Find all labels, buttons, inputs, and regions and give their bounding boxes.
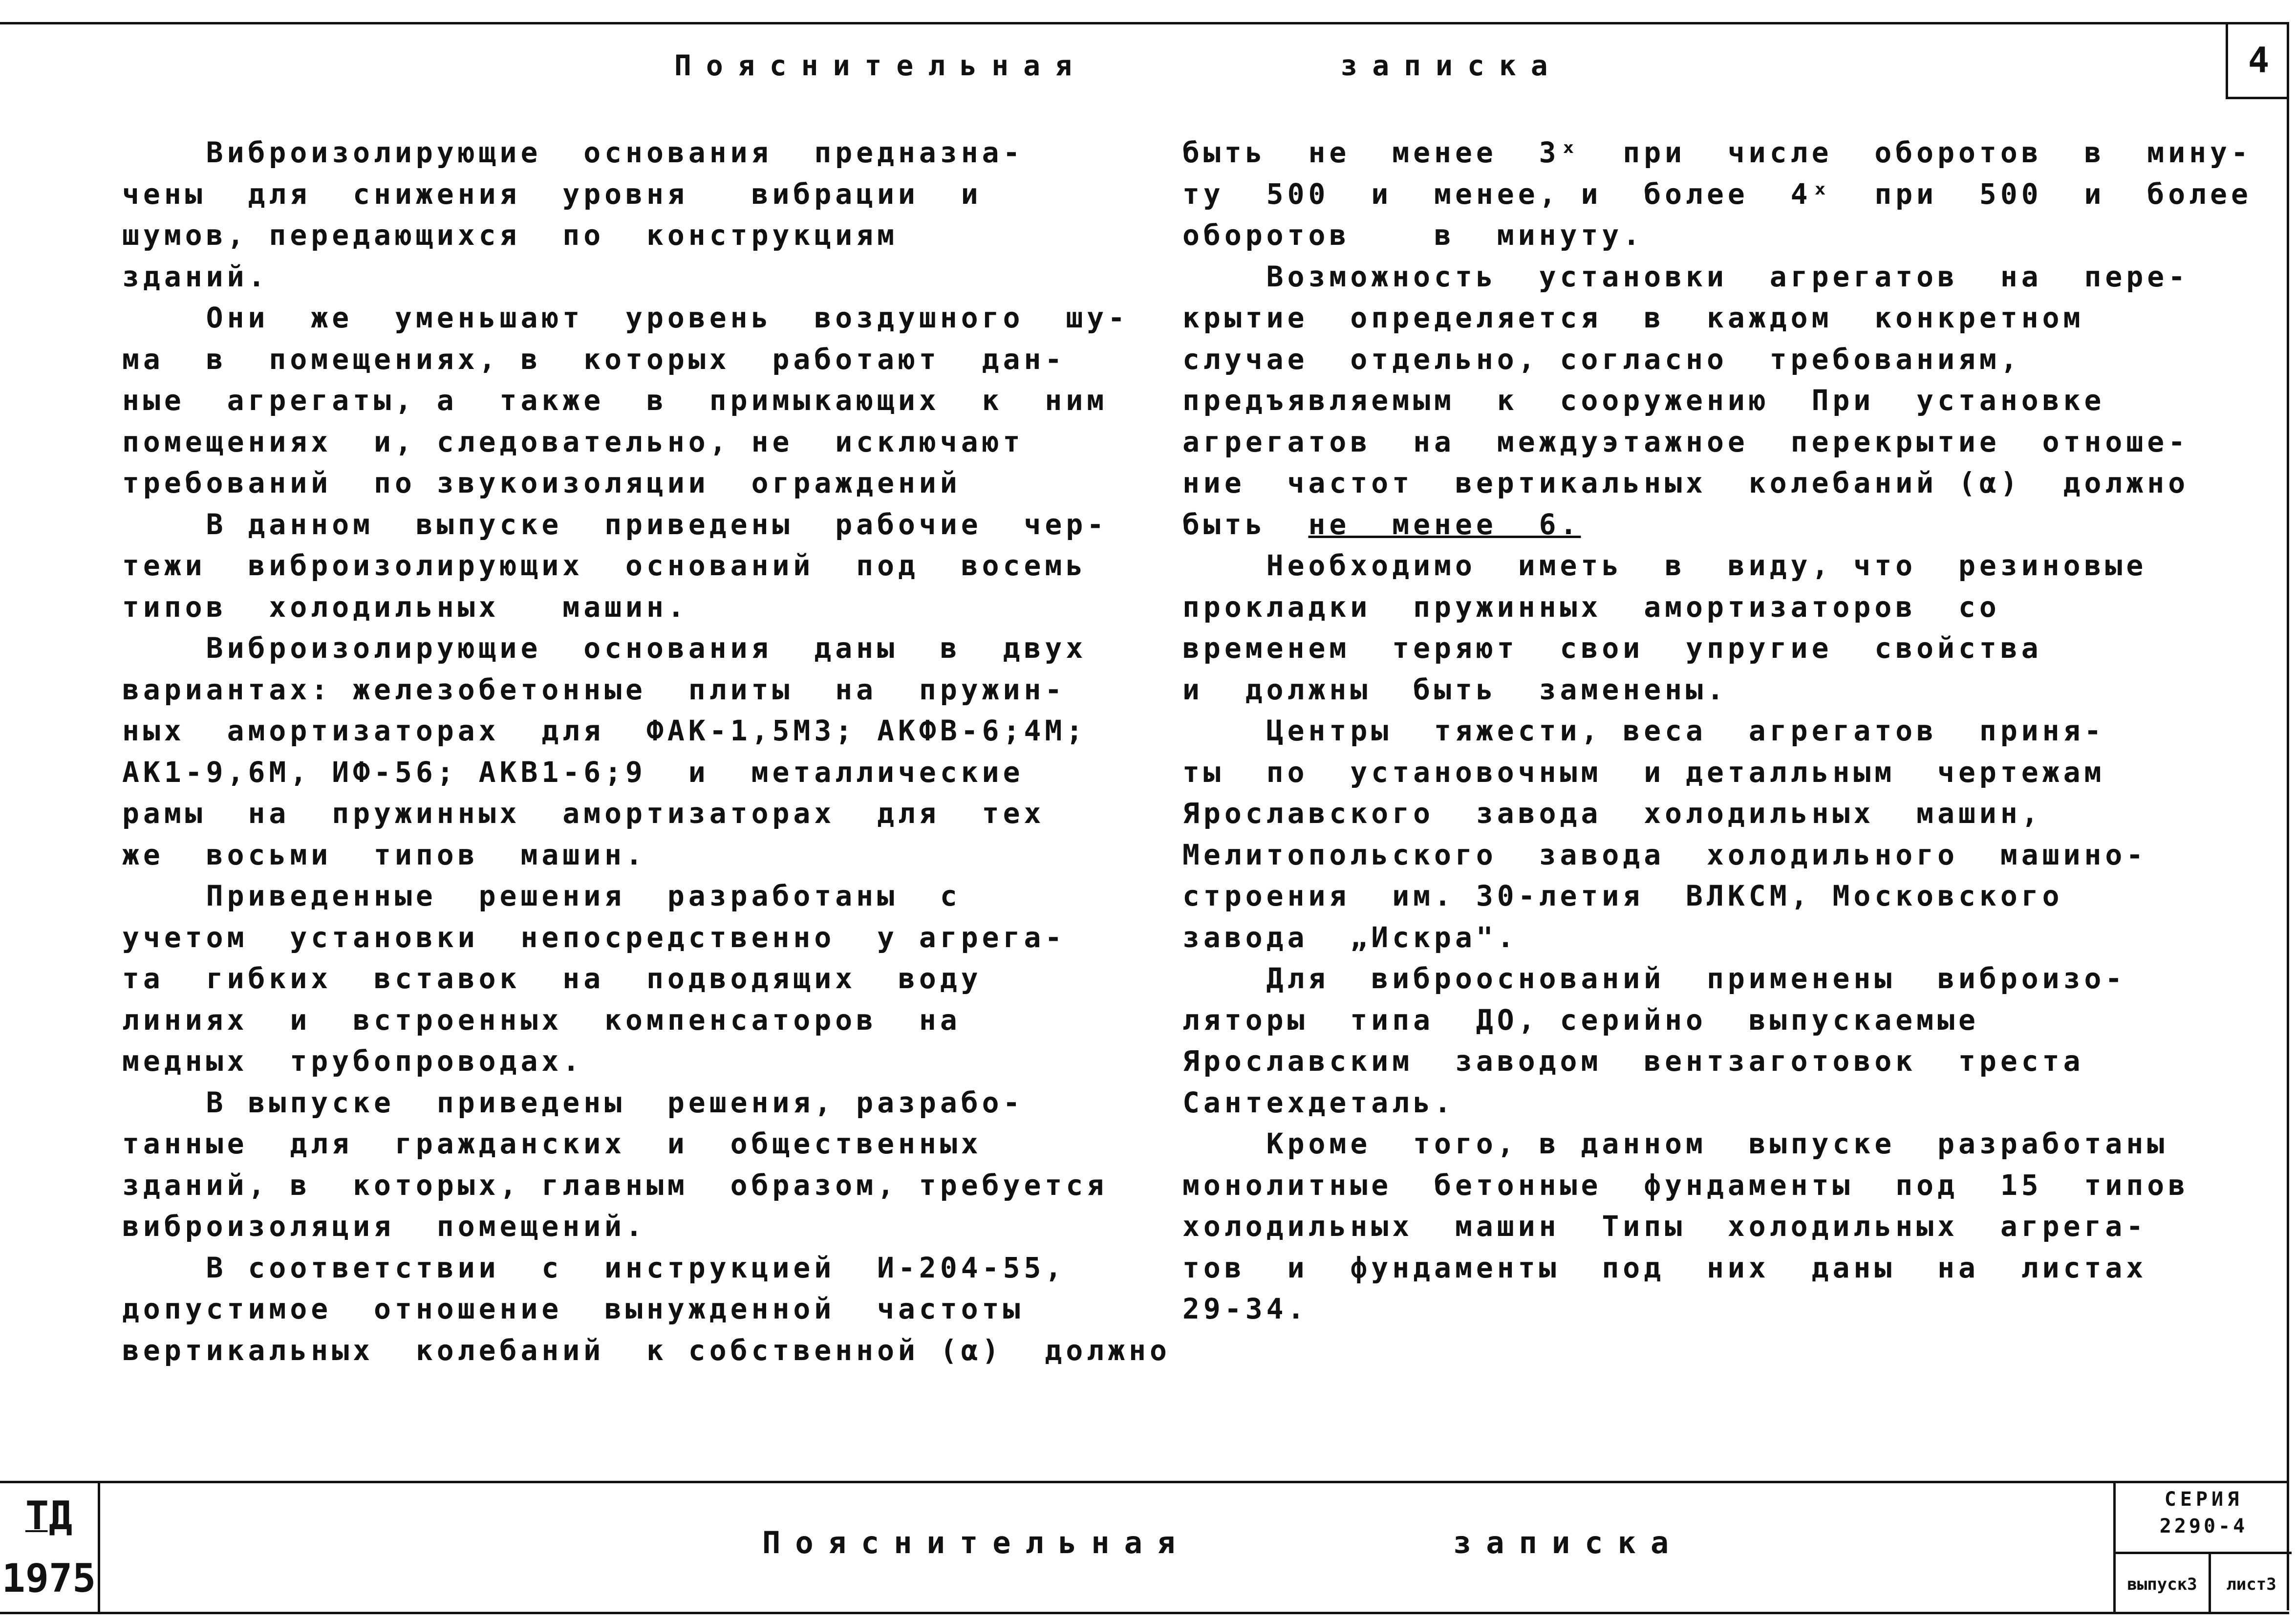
text-line: вариантах: железобетонные плиты на пружин- — [122, 672, 1066, 706]
text-line: завода „Искра". — [1182, 920, 1518, 954]
text-line: Для виброоснований применены виброизо- — [1182, 962, 2126, 995]
underlined-value: не менее 6. — [1308, 507, 1581, 541]
text-line: учетом установки непосредственно у агрега- — [122, 920, 1066, 954]
left-column — [122, 132, 1171, 1371]
org-code: ТД — [25, 1493, 73, 1538]
text-line: зданий. — [122, 260, 269, 293]
text-line: ные агрегаты, а также в примыкающих к ним — [122, 384, 1108, 417]
divider — [2116, 1552, 2292, 1554]
text-line: типов холодильных машин. — [122, 590, 688, 624]
text-line: ние частот вертикальных колебаний (α) должно — [1182, 466, 2189, 499]
text-line: случае отдельно, согласно требованиям, — [1182, 342, 2021, 376]
text-line: допустимое отношение вынужденной частоты — [122, 1292, 1024, 1325]
text-line: зданий, в которых, главным образом, требуется — [122, 1168, 1108, 1202]
text-line: Возможность установки агрегатов на пере- — [1182, 260, 2189, 293]
text-line: Кроме того, в данном выпуске разработаны — [1182, 1127, 2168, 1160]
text-line: та гибких вставок на подводящих воду — [122, 962, 982, 995]
text-line: медных трубопроводах. — [122, 1044, 584, 1078]
page-number: 4 — [2226, 23, 2289, 99]
text-line: Необходимо иметь в виду, что резиновые — [1182, 549, 2147, 582]
series-label: СЕРИЯ — [2164, 1488, 2243, 1511]
text-line: предъявляемым к сооружению При установке — [1182, 384, 2105, 417]
text-line: Виброизолирующие основания предназна- — [122, 136, 1024, 169]
title-block — [0, 1481, 2289, 1614]
title-block-org-cell — [0, 1483, 100, 1612]
text-line: тов и фундаменты под них даны на листах — [1182, 1251, 2147, 1284]
text-line — [1182, 504, 2179, 545]
text-line: Виброизолирующие основания даны в двух — [122, 631, 1087, 665]
text-line: ту 500 и менее, и более 4ˣ при 500 и более — [1182, 177, 2252, 211]
page-frame-top — [0, 22, 2289, 24]
text-line: Ярославского завода холодильных машин, — [1182, 797, 2042, 830]
text-line: холодильных машин Типы холодильных агрега- — [1182, 1210, 2147, 1243]
text-line: же восьми типов машин. — [122, 838, 646, 871]
text-line: ных амортизаторах для ФАК-1,5МЗ; АКФВ-6;4М; — [122, 714, 1087, 747]
title-block-series-cell — [2113, 1483, 2292, 1612]
text-line: АК1-9,6М, ИФ-56; АКВ1-6;9 и металлические — [122, 755, 1024, 789]
text-line: В соответствии с инструкцией И-204-55, — [122, 1251, 1066, 1284]
page-frame-right — [2287, 22, 2289, 1610]
text-line: Они же уменьшают уровень воздушного шу- — [122, 301, 1129, 334]
text-line: агрегатов на междуэтажное перекрытие отноше- — [1182, 425, 2189, 458]
text-line: В выпуске приведены решения, разрабо- — [122, 1085, 1024, 1119]
text-line: прокладки пружинных амортизаторов со — [1182, 590, 2000, 624]
text-line: В данном выпуске приведены рабочие чер- — [122, 507, 1108, 541]
sheet-label: лист3 — [2226, 1574, 2276, 1594]
text-line: линиях и встроенных компенсаторов на — [122, 1003, 961, 1037]
text-line: виброизоляция помещений. — [122, 1210, 646, 1243]
text-line: монолитные бетонные фундаменты под 15 типов — [1182, 1168, 2189, 1202]
series-value: 2290-4 — [2159, 1515, 2248, 1537]
title-block-title: Пояснительная записка — [762, 1525, 1684, 1560]
text-line: ма в помещениях, в которых работают дан- — [122, 342, 1066, 376]
text-line: ты по установочным и деталльным чертежам — [1182, 755, 2105, 789]
text-line: и должны быть заменены. — [1182, 672, 1728, 706]
issue-label: выпуск3 — [2127, 1574, 2197, 1594]
text-line: чены для снижения уровня вибрации и — [122, 177, 982, 211]
text-line: оборотов в минуту. — [1182, 218, 1644, 252]
text-fragment: быть — [1182, 507, 1309, 541]
text-line: танные для гражданских и общественных — [122, 1127, 982, 1160]
text-line: тежи виброизолирующих оснований под восемь — [122, 549, 1087, 582]
text-line: Ярославским заводом вентзаготовок треста — [1182, 1044, 2084, 1078]
text-line: строения им. 30-летия ВЛКСМ, Московского — [1182, 879, 2063, 912]
text-line: требований по звукоизоляции ограждений — [122, 466, 961, 499]
text-line: ляторы типа ДО, серийно выпускаемые — [1182, 1003, 1979, 1037]
org-year: 1975 — [1, 1556, 96, 1601]
text-line: вертикальных колебаний к собственной (α) должно — [122, 1333, 1171, 1367]
text-line: временем теряют свои упругие свойства — [1182, 631, 2042, 665]
text-line: рамы на пружинных амортизаторах для тех — [122, 797, 1045, 830]
text-line: крытие определяется в каждом конкретном — [1182, 301, 2084, 334]
text-line: Приведенные решения разработаны с — [122, 879, 961, 912]
text-line: Сантехдеталь. — [1182, 1085, 1455, 1119]
text-line: Мелитопольского завода холодильного машино- — [1182, 838, 2147, 871]
text-line: Центры тяжести, веса агрегатов приня- — [1182, 714, 2105, 747]
text-line: помещениях и, следовательно, не исключают — [122, 425, 1024, 458]
text-line: быть не менее 3ˣ при числе оборотов в мину- — [1182, 136, 2252, 169]
right-column — [1182, 132, 2252, 1330]
text-line: 29-34. — [1182, 1292, 1309, 1325]
page-title: Пояснительная записка — [674, 49, 1563, 82]
text-line: шумов, передающихся по конструкциям — [122, 218, 899, 252]
